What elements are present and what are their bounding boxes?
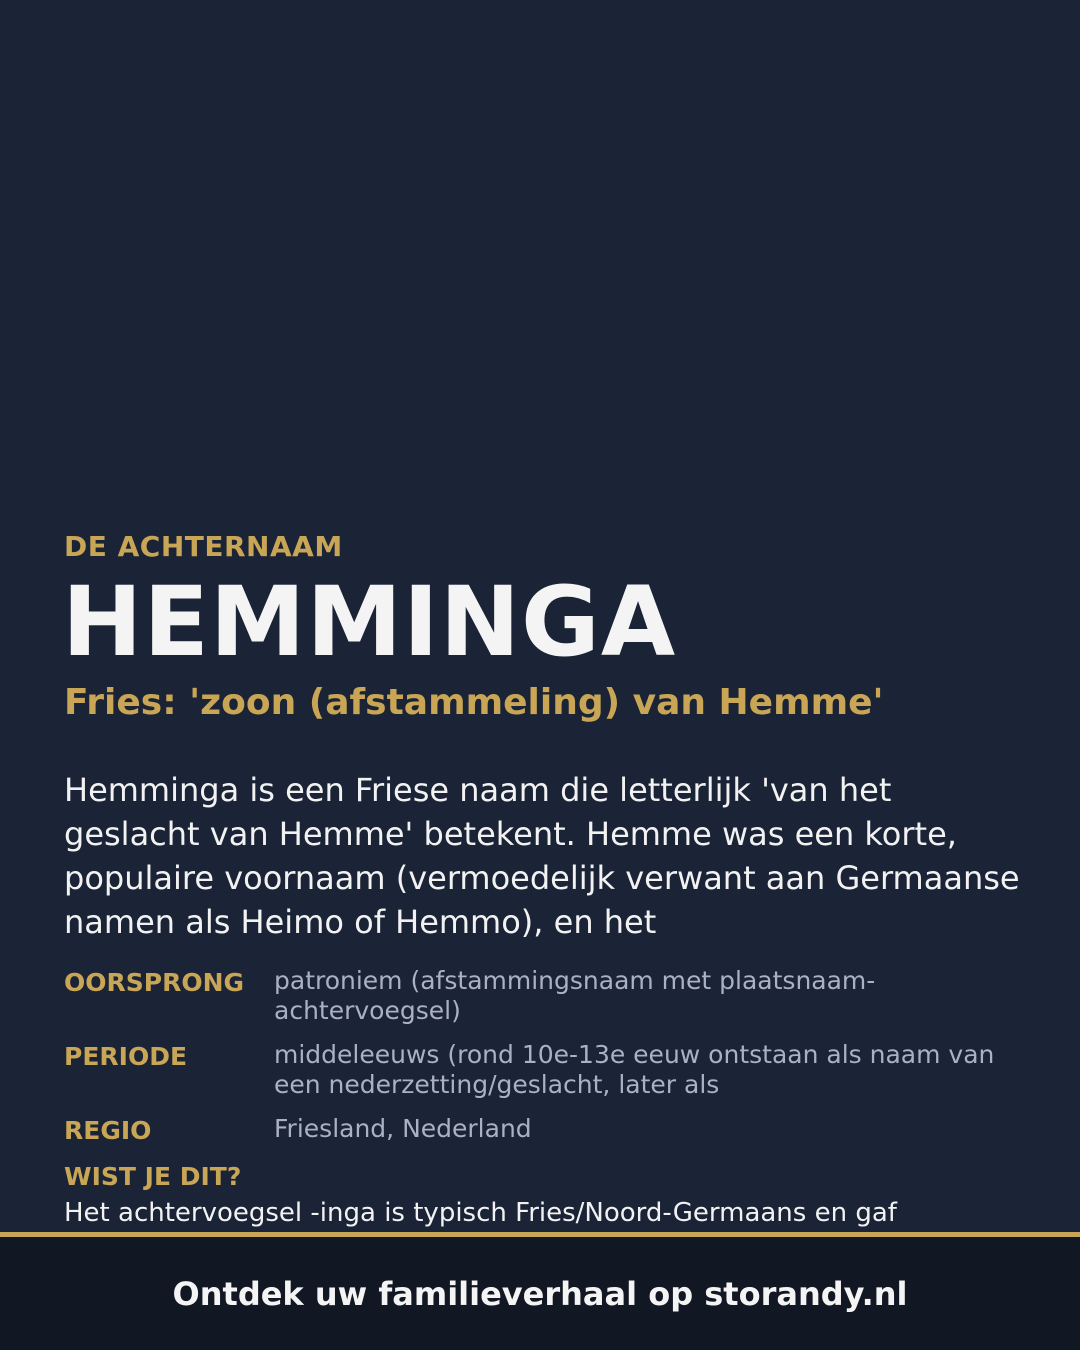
fact-row-region: [64, 1114, 1024, 1146]
fact-row-period: [64, 1040, 1024, 1100]
fact-value: patroniem (afstammingsnaam met plaatsnaam-achtervoegsel): [274, 966, 876, 1025]
surname-description: Hemminga is een Friese naam die letterlijk 'van het geslacht van Hemme' betekent. Hemme was een korte, populaire voornaam (vermoedelijk verwant aan Germaanse namen als Heimo of Hemmo), en het: [64, 771, 1020, 941]
eyebrow-label: DE ACHTERNAAM: [64, 530, 343, 563]
surname-title: HEMMINGA: [62, 566, 677, 678]
fact-value: middeleeuws (rond 10e-13e eeuw ontstaan als naam van een nederzetting/geslacht, later als: [274, 1040, 995, 1099]
fact-label: PERIODE: [64, 1042, 188, 1071]
surname-meaning: Fries: 'zoon (afstammeling) van Hemme': [64, 682, 884, 723]
facts-list: [64, 966, 1024, 1160]
did-you-know-text: Het achtervoegsel -inga is typisch Fries/Noord-Germaans en gaf: [64, 1198, 897, 1228]
did-you-know-label: WIST JE DIT?: [64, 1162, 242, 1191]
footer-cta-link[interactable]: Ontdek uw familieverhaal op storandy.nl: [172, 1274, 908, 1313]
fact-label: OORSPRONG: [64, 968, 245, 997]
fact-row-origin: [64, 966, 1024, 1026]
fact-label: REGIO: [64, 1116, 152, 1145]
footer-banner: [0, 1237, 1080, 1350]
fact-value: Friesland, Nederland: [274, 1114, 532, 1143]
